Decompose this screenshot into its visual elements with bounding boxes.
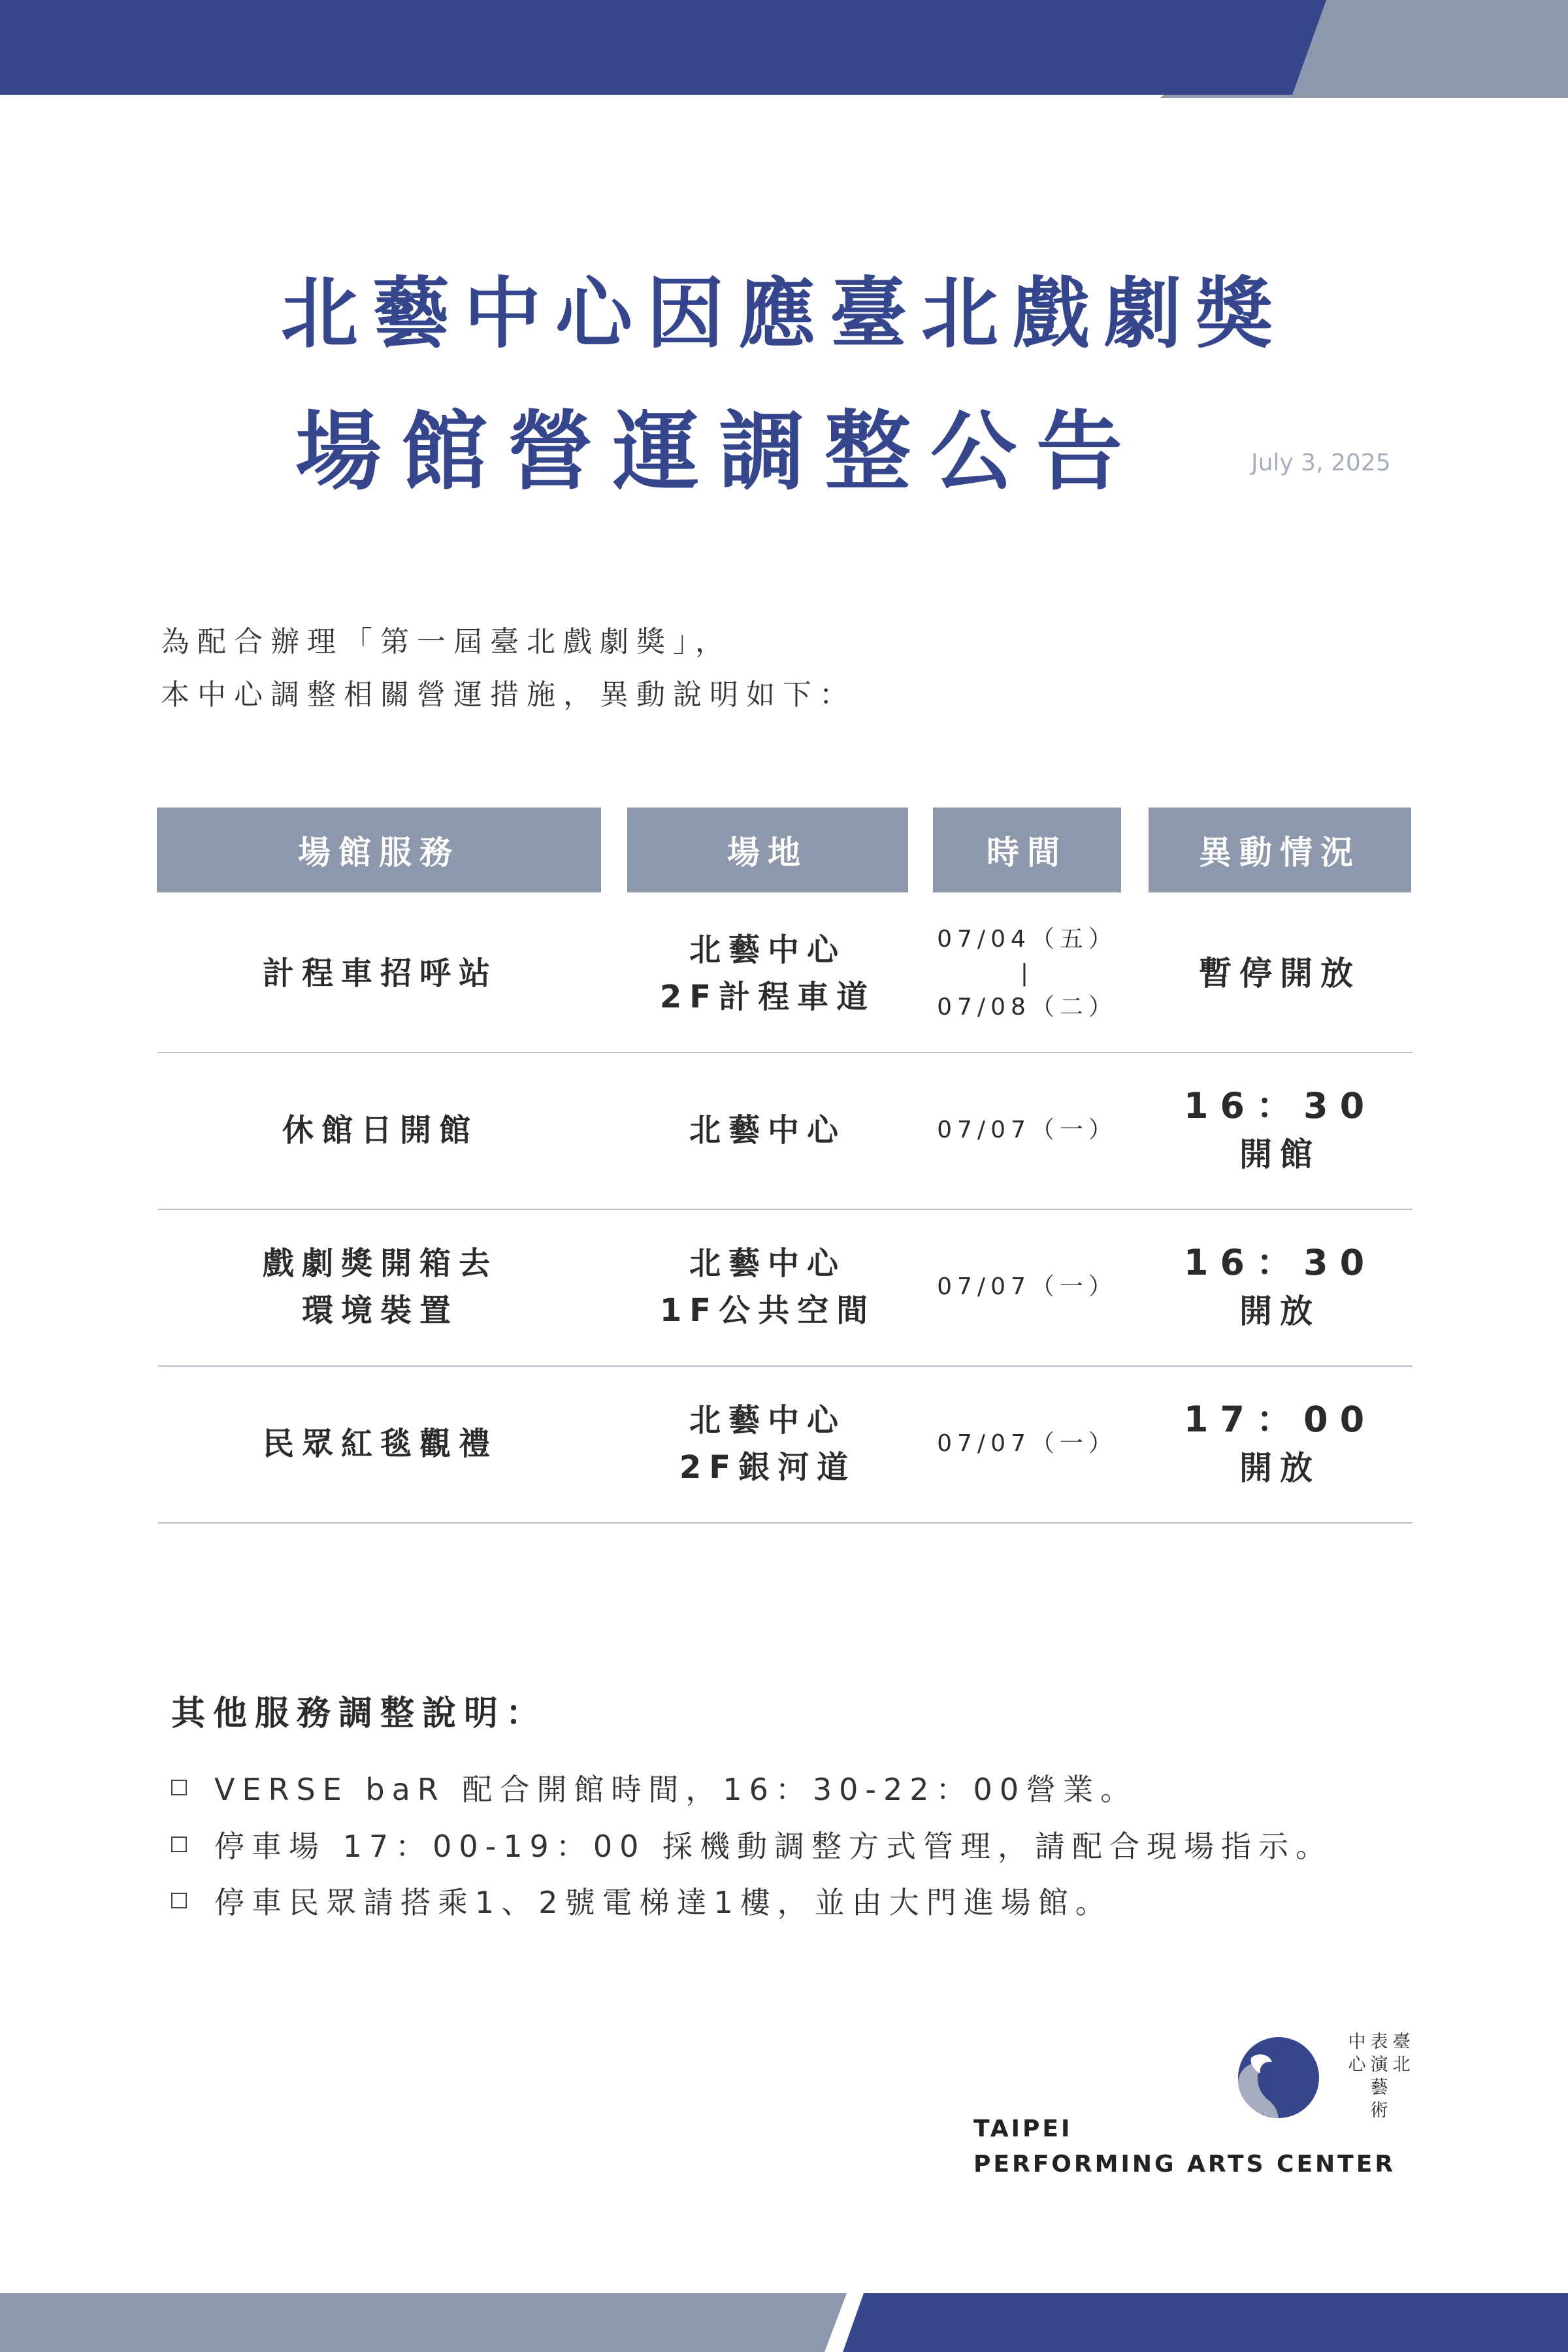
- table-header-service: 場館服務: [157, 808, 601, 892]
- note-text: VERSE baR 配合開館時間，16：30-22：00營業。: [214, 1772, 1138, 1807]
- row-venue: [627, 1209, 908, 1365]
- table-row: [158, 895, 1413, 1053]
- row-status-line: 開放: [1239, 1449, 1320, 1487]
- row-status-time: 16：30: [1183, 1085, 1377, 1126]
- logo-chinese-column: 中心: [1348, 2032, 1366, 2075]
- row-service-text: 計程車招呼站: [262, 955, 498, 992]
- other-notes-title: 其他服務調整說明：: [171, 1694, 548, 1733]
- row-status-time: 16：30: [1183, 1242, 1377, 1283]
- row-venue: [627, 1365, 908, 1522]
- page-title-line-1: 北藝中心因應臺北戲劇獎: [280, 269, 1287, 359]
- intro-line-2: 本中心調整相關營運措施，異動說明如下：: [161, 678, 856, 711]
- page-title-line-2: 場館營運調整公告: [295, 402, 1142, 502]
- row-status-line: 開館: [1239, 1135, 1320, 1173]
- table-row: [158, 1052, 1413, 1210]
- checkbox-square-icon: [171, 1893, 187, 1908]
- row-venue-line: 北藝中心: [689, 1112, 846, 1149]
- table-row: [158, 1209, 1413, 1367]
- row-time-line: 07/04（五）: [937, 926, 1117, 953]
- logo-chinese-column: 臺北: [1392, 2032, 1411, 2075]
- row-service-text: 民眾紅毯觀禮: [262, 1426, 498, 1462]
- row-time-separator: |: [1020, 960, 1034, 987]
- row-venue: [627, 895, 908, 1052]
- table-header-status: 異動情況: [1149, 808, 1411, 892]
- logo-english-line-2: PERFORMING ARTS CENTER: [973, 2151, 1396, 2178]
- row-time: [933, 1052, 1121, 1209]
- row-venue-line: 北藝中心: [689, 1245, 846, 1282]
- row-service: [158, 1365, 602, 1522]
- note-item: [171, 1766, 1137, 1809]
- checkbox-square-icon: [171, 1837, 187, 1852]
- row-service-text: 休館日開館: [282, 1112, 478, 1149]
- table-header-venue: 場地: [627, 808, 908, 892]
- checkbox-square-icon: [171, 1780, 187, 1795]
- row-venue-line: 1F公共空間: [659, 1292, 876, 1329]
- row-status-line: 暫停開放: [1199, 955, 1361, 992]
- row-venue-line: 2F銀河道: [679, 1449, 857, 1486]
- row-time: [933, 1365, 1121, 1522]
- row-service-line: 戲劇獎開箱去: [262, 1245, 498, 1282]
- table-header-time: 時間: [933, 808, 1121, 892]
- table-row: [158, 1365, 1413, 1524]
- note-item: [171, 1823, 1333, 1866]
- announcement-date: July 3, 2025: [1251, 449, 1391, 476]
- row-time: [933, 1209, 1121, 1365]
- row-status: [1149, 1052, 1411, 1209]
- row-status-line: 開放: [1239, 1292, 1320, 1330]
- row-status-time: 17：00: [1183, 1399, 1377, 1440]
- top-decorative-bar: [0, 0, 1568, 98]
- logo-english-line-1: TAIPEI: [973, 2115, 1073, 2142]
- row-service-line: 環境裝置: [301, 1292, 459, 1329]
- row-time-line: 07/07（一）: [937, 1117, 1117, 1143]
- row-service: [158, 1052, 602, 1209]
- row-service: [158, 895, 602, 1052]
- row-time: [933, 895, 1121, 1052]
- bottom-decorative-bar: [0, 2293, 1568, 2352]
- row-venue: [627, 1052, 908, 1209]
- row-venue-line: 北藝中心: [689, 1402, 846, 1439]
- row-service: [158, 1209, 602, 1365]
- intro-line-1: 為配合辦理「第一屆臺北戲劇獎」，: [161, 625, 732, 659]
- row-time-line: 07/08（二）: [937, 994, 1117, 1021]
- note-text: 停車場 17：00-19：00 採機動調整方式管理，請配合現場指示。: [214, 1829, 1333, 1864]
- note-item: [171, 1879, 1113, 1922]
- row-status: [1149, 895, 1411, 1052]
- row-time-line: 07/07（一）: [937, 1430, 1117, 1457]
- logo-chinese-column: 表演藝術: [1370, 2032, 1388, 2121]
- row-time-line: 07/07（一）: [937, 1273, 1117, 1300]
- note-text: 停車民眾請搭乘1、2號電梯達1樓，並由大門進場館。: [214, 1885, 1113, 1920]
- row-status: [1149, 1209, 1411, 1365]
- taipei-performing-arts-center-logo-icon: [1232, 2032, 1323, 2123]
- row-venue-line: 北藝中心: [689, 932, 846, 968]
- row-venue-line: 2F計程車道: [659, 979, 876, 1015]
- row-status: [1149, 1365, 1411, 1522]
